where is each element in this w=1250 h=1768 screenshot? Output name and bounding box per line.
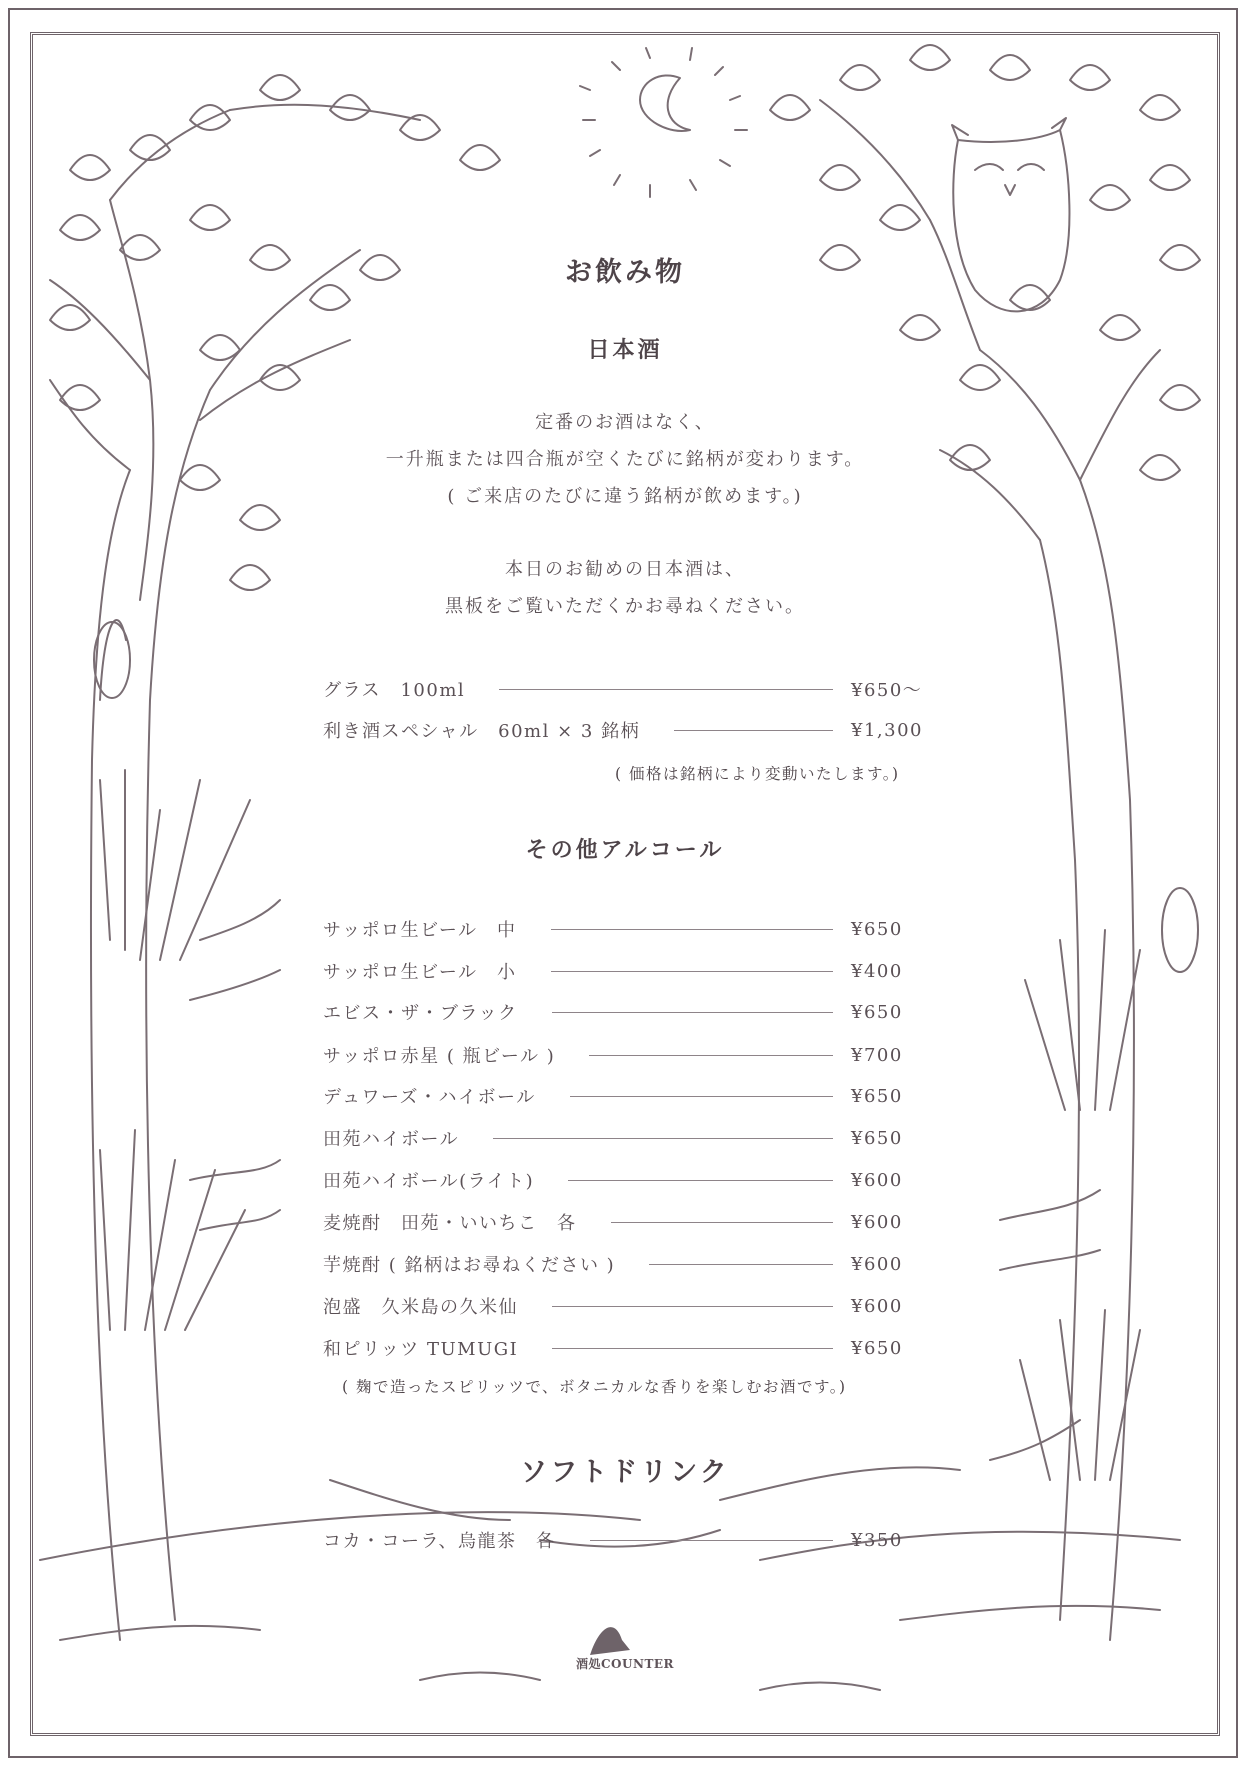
dotted-leader bbox=[611, 1222, 834, 1223]
item-price: ¥600 bbox=[851, 1253, 903, 1275]
tumugi-note: ( 麹で造ったスピリッツで、ボタニカルな香りを楽しむお酒です。) bbox=[342, 1378, 847, 1396]
sake-description-line: ( ご来店のたびに違う銘柄が飲めます。) bbox=[447, 486, 803, 507]
menu-row bbox=[323, 1251, 933, 1277]
item-name: 和ピリッツ TUMUGI bbox=[323, 1339, 519, 1360]
logo-mark bbox=[590, 1627, 630, 1655]
dotted-leader bbox=[589, 1055, 833, 1056]
item-name: デュワーズ・ハイボール bbox=[323, 1087, 536, 1108]
menu-row bbox=[323, 1293, 933, 1319]
item-name: 泡盛 久米島の久米仙 bbox=[323, 1297, 518, 1318]
dotted-leader bbox=[649, 1264, 833, 1265]
dotted-leader bbox=[590, 1540, 833, 1541]
menu-row bbox=[323, 958, 933, 984]
item-price: ¥600 bbox=[851, 1211, 903, 1233]
sake-description-line: 定番のお酒はなく、 bbox=[535, 412, 715, 433]
item-name: サッポロ生ビール 中 bbox=[323, 920, 517, 941]
item-price: ¥650〜 bbox=[851, 680, 923, 701]
dotted-leader bbox=[568, 1180, 833, 1181]
menu-row bbox=[323, 676, 933, 702]
item-price: ¥700 bbox=[851, 1044, 903, 1066]
item-price: ¥350 bbox=[851, 1529, 903, 1551]
dotted-leader bbox=[499, 689, 833, 690]
menu-row bbox=[323, 1209, 933, 1235]
right-grass bbox=[990, 930, 1140, 1480]
sake-recommendation-line: 黒板をご覧いただくかお尋ねください。 bbox=[445, 596, 805, 617]
dotted-leader bbox=[551, 929, 833, 930]
item-price: ¥1,300 bbox=[851, 719, 923, 741]
dotted-leader bbox=[674, 730, 833, 731]
item-price: ¥600 bbox=[851, 1169, 903, 1191]
soft-drink-heading: ソフトドリンク bbox=[520, 1457, 730, 1488]
item-name: 芋焼酎 ( 銘柄はお尋ねください ) bbox=[323, 1255, 616, 1276]
item-price: ¥650 bbox=[851, 918, 903, 940]
menu-row bbox=[323, 1527, 933, 1553]
item-name: 田苑ハイボール bbox=[323, 1129, 460, 1150]
item-name: サッポロ生ビール 小 bbox=[323, 962, 517, 983]
dotted-leader bbox=[552, 1306, 833, 1307]
sake-price-note: ( 価格は銘柄により変動いたします。) bbox=[615, 765, 900, 783]
page-title: お飲み物 bbox=[565, 257, 685, 288]
sake-recommendation-line: 本日のお勧めの日本酒は、 bbox=[505, 559, 745, 580]
menu-row bbox=[323, 1335, 933, 1361]
item-name: 田苑ハイボール(ライト) bbox=[323, 1171, 535, 1192]
item-name: サッポロ赤星 ( 瓶ビール ) bbox=[323, 1046, 556, 1067]
item-price: ¥600 bbox=[851, 1295, 903, 1317]
moon bbox=[640, 75, 690, 130]
item-name: エビス・ザ・ブラック bbox=[323, 1003, 518, 1024]
menu-row bbox=[323, 916, 933, 942]
item-price: ¥650 bbox=[851, 1337, 903, 1359]
dotted-leader bbox=[552, 1348, 833, 1349]
item-price: ¥650 bbox=[851, 1085, 903, 1107]
menu-row bbox=[323, 1042, 933, 1068]
menu-row bbox=[323, 717, 933, 743]
sake-heading: 日本酒 bbox=[587, 337, 663, 363]
menu-row bbox=[323, 1083, 933, 1109]
sake-description-line: 一升瓶または四合瓶が空くたびに銘柄が変わります。 bbox=[385, 449, 865, 470]
menu-row bbox=[323, 1125, 933, 1151]
dotted-leader bbox=[551, 971, 833, 972]
sake-description bbox=[0, 404, 1250, 515]
brand-logo: 酒処COUNTER bbox=[576, 1657, 674, 1671]
dotted-leader bbox=[552, 1012, 833, 1013]
item-price: ¥650 bbox=[851, 1001, 903, 1023]
item-name: グラス 100ml bbox=[323, 680, 466, 701]
item-name: コカ・コーラ、烏龍茶 各 bbox=[323, 1531, 556, 1552]
item-name: 利き酒スペシャル 60ml × 3 銘柄 bbox=[323, 721, 641, 742]
sake-recommendation bbox=[0, 551, 1250, 625]
item-price: ¥400 bbox=[851, 960, 903, 982]
item-name: 麦焼酎 田苑・いいちこ 各 bbox=[323, 1213, 577, 1234]
dotted-leader bbox=[493, 1138, 833, 1139]
menu-row bbox=[323, 999, 933, 1025]
other-alcohol-heading: その他アルコール bbox=[525, 837, 725, 863]
item-price: ¥650 bbox=[851, 1127, 903, 1149]
dotted-leader bbox=[570, 1096, 833, 1097]
menu-row bbox=[323, 1167, 933, 1193]
